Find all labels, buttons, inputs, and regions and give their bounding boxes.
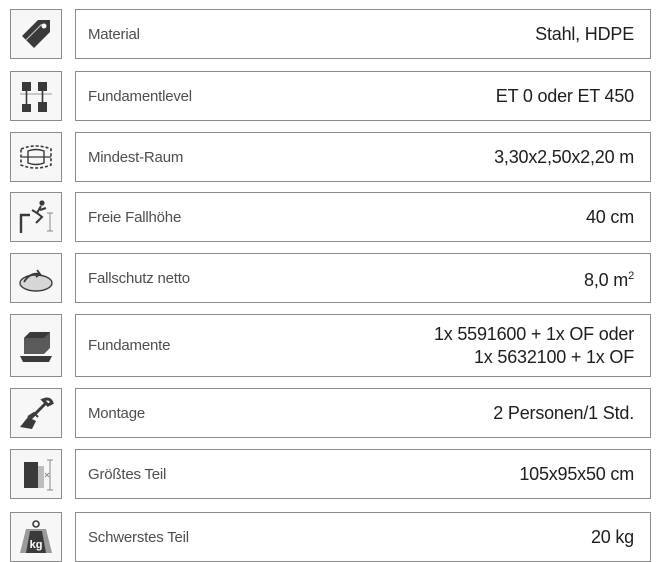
spec-value: Stahl, HDPE	[535, 23, 634, 44]
spec-row-assembly	[0, 388, 659, 438]
impact-area-icon	[10, 253, 62, 303]
spec-label: Mindest-Raum	[88, 148, 184, 166]
spec-field-fall-height	[75, 192, 651, 242]
spec-row-min-space	[0, 132, 659, 182]
spec-value	[584, 265, 634, 292]
weight-icon-label: kg	[29, 539, 43, 551]
spec-field-assembly	[75, 388, 651, 438]
spec-label: Montage	[88, 404, 145, 422]
spec-value: 3,30x2,50x2,20 m	[494, 146, 634, 167]
spec-row-impact-area	[0, 253, 659, 303]
spec-value-line: 1x 5591600 + 1x OF oder	[433, 323, 634, 344]
spec-field-foundations	[75, 314, 651, 377]
price-tag-icon	[10, 9, 62, 59]
foundation-block-icon	[10, 314, 62, 377]
spec-field-foundation-level	[75, 71, 651, 121]
spec-value: 2 Personen/1 Std.	[493, 402, 634, 423]
spec-label: Schwerstes Teil	[88, 528, 189, 546]
spec-value	[434, 323, 634, 369]
spec-row-foundation-level	[0, 71, 659, 121]
spec-label: Fundamentlevel	[88, 87, 192, 105]
spec-value: 105x95x50 cm	[519, 463, 634, 484]
spec-field-heaviest-part	[75, 512, 651, 562]
spec-value: 20 kg	[590, 526, 634, 547]
spec-value: 40 cm	[585, 206, 634, 227]
spec-value-main: 8,0 m	[584, 269, 629, 290]
spec-value: ET 0 oder ET 450	[495, 85, 634, 106]
spec-value-superscript: 2	[628, 269, 634, 282]
space-dimensions-icon	[10, 132, 62, 182]
wrench-hand-icon	[10, 388, 62, 438]
spec-label: Größtes Teil	[88, 465, 167, 483]
spec-row-material	[0, 9, 659, 59]
weight-icon	[10, 512, 62, 562]
spec-field-impact-area	[75, 253, 651, 303]
foundation-level-icon	[10, 71, 62, 121]
spec-value-line: 1x 5632100 + 1x OF	[473, 346, 634, 367]
spec-row-heaviest-part	[0, 512, 659, 562]
spec-field-material	[75, 9, 651, 59]
spec-row-fall-height	[0, 192, 659, 242]
spec-row-largest-part	[0, 449, 659, 499]
fall-height-icon	[10, 192, 62, 242]
spec-label: Fallschutz netto	[88, 269, 190, 287]
spec-field-largest-part	[75, 449, 651, 499]
spec-label: Freie Fallhöhe	[88, 208, 182, 226]
spec-label: Fundamente	[88, 337, 171, 354]
spec-label: Material	[88, 25, 140, 43]
spec-field-min-space	[75, 132, 651, 182]
spec-row-foundations	[0, 314, 659, 377]
largest-part-icon	[10, 449, 62, 499]
